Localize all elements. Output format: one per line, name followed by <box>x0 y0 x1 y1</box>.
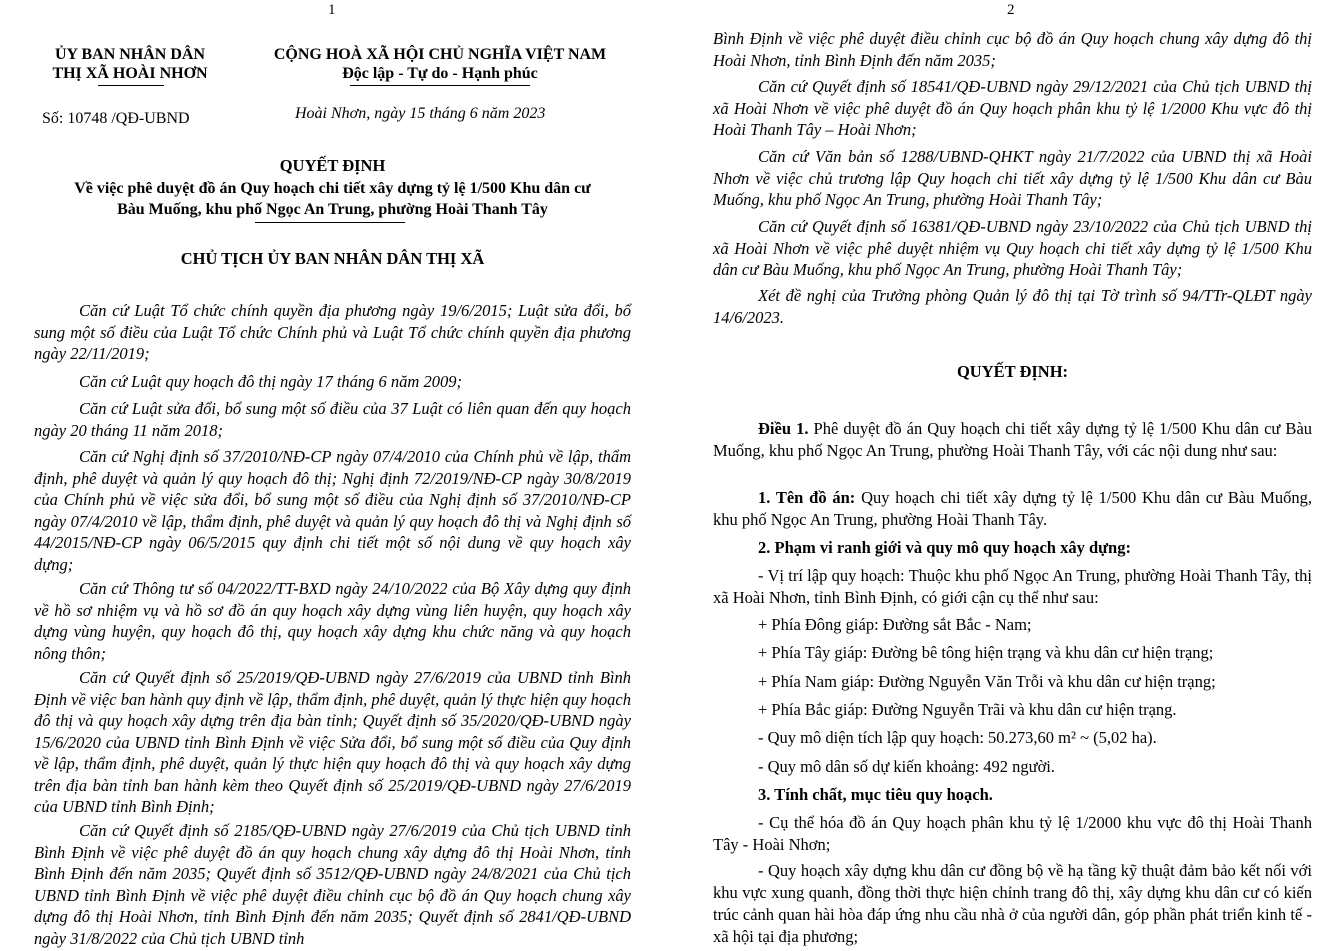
proposal-basis: Xét đề nghị của Trưởng phòng Quản lý đô thị tại Tờ trình số 94/TTr-QLĐT ngày 14/6/2023. <box>713 286 1312 327</box>
subject-underline <box>255 222 405 223</box>
boundary-north: + Phía Bắc giáp: Đường Nguyễn Trãi và khu dân cư hiện trạng. <box>758 700 1177 719</box>
place-date: Hoài Nhơn, ngày 15 tháng 6 năm 2023 <box>295 105 546 122</box>
item-3-heading: 3. Tính chất, mục tiêu quy hoạch. <box>758 785 993 804</box>
agency-line-2: THỊ XÃ HOÀI NHƠN <box>52 65 208 82</box>
document-subject <box>0 178 665 220</box>
item-2-heading: 2. Phạm vi ranh giới và quy mô quy hoạch xây dựng: <box>758 538 1131 557</box>
legal-basis-9: Căn cứ Văn bản số 1288/UBND-QHKT ngày 21/7/2022 của UBND thị xã Hoài Nhơn về việc chủ trương lập Quy hoạch chi tiết xây dựng tỷ lệ 1/500 Khu dân cư Bàu Muống, khu phố Ngọc An Trung, phường Hoài Thanh Tây; <box>713 147 1312 209</box>
document-page-2 <box>665 0 1329 951</box>
legal-basis-10: Căn cứ Quyết định số 16381/QĐ-UBND ngày 23/10/2022 của Chủ tịch UBND thị xã Hoài Nhơn về việc phê duyệt nhiệm vụ Quy hoạch chi tiết xây dựng tỷ lệ 1/500 Khu dân cư Bàu Muống, khu phố Ngọc An Trung, phường Hoài Thanh Tây; <box>713 217 1312 279</box>
legal-basis-5: Căn cứ Thông tư số 04/2022/TT-BXD ngày 24/10/2022 của Bộ Xây dựng quy định về hồ sơ nhiệm vụ và hồ sơ đồ án quy hoạch xây dựng vùng liên huyện, quy hoạch xây dựng vùng huyện, quy hoạch đô thị, quy hoạch xây dựng khu chức năng và quy hoạch nông thôn; <box>34 579 631 663</box>
issuing-agency <box>30 45 230 83</box>
subject-line-1: Về việc phê duyệt đồ án Quy hoạch chi tiết xây dựng tỷ lệ 1/500 Khu dân cư <box>74 180 591 197</box>
page-number: 1 <box>328 2 336 18</box>
decision-heading: QUYẾT ĐỊNH: <box>956 362 1069 381</box>
legal-basis-2: Căn cứ Luật quy hoạch đô thị ngày 17 tháng 6 năm 2009; <box>79 372 462 391</box>
article-1-label: Điều 1. <box>758 419 809 438</box>
article-1 <box>713 418 1312 462</box>
document-title: QUYẾT ĐỊNH <box>279 156 386 175</box>
legal-basis-4: Căn cứ Nghị định số 37/2010/NĐ-CP ngày 07/4/2010 của Chính phủ về lập, thẩm định, phê duyệt và quản lý quy hoạch đô thị; Nghị định 72/2019/NĐ-CP ngày 30/8/2019 của Chính phủ về việc sửa đổi, bổ sung một số điều của Nghị định số 37/2010/NĐ-CP ngày 07/4/2010 về lập, thẩm định, phê duyệt và quản lý quy hoạch đô thị và Nghị định số 44/2015/NĐ-CP ngày 06/5/2015 quy định chi tiết một số nội dung về quy hoạch xây dựng; <box>34 447 631 574</box>
document-number: Số: 10748 /QĐ-UBND <box>42 110 190 127</box>
legal-basis-3: Căn cứ Luật sửa đổi, bổ sung một số điều của 37 Luật có liên quan đến quy hoạch ngày 20 tháng 11 năm 2018; <box>34 399 631 440</box>
boundary-south: + Phía Nam giáp: Đường Nguyễn Văn Trỗi và khu dân cư hiện trạng; <box>758 672 1216 691</box>
legal-basis-1: Căn cứ Luật Tổ chức chính quyền địa phương ngày 19/6/2015; Luật sửa đổi, bổ sung một số điều của Luật Tổ chức Chính phủ và Luật Tổ chức chính quyền địa phương ngày 22/11/2019; <box>34 301 631 363</box>
issuing-authority: CHỦ TỊCH ỦY BAN NHÂN DÂN THỊ XÃ <box>180 249 485 268</box>
item-1-label: 1. Tên đồ án: <box>758 488 856 507</box>
item-1-text: Quy hoạch chi tiết xây dựng tỷ lệ 1/500 Khu dân cư Bàu Muống, khu phố Ngọc An Trung, phường Hoài Thanh Tây. <box>713 488 1312 529</box>
item-1 <box>713 487 1312 531</box>
national-header <box>255 45 625 83</box>
boundary-west: + Phía Tây giáp: Đường bê tông hiện trạng và khu dân cư hiện trạng; <box>758 643 1214 662</box>
goal-2: - Quy hoạch xây dựng khu dân cư đồng bộ về hạ tầng kỹ thuật đảm bảo kết nối với khu vực xung quanh, đồng thời thực hiện chỉnh trang đô thị, xây dựng khu dân cư có kiến trúc cảnh quan hài hòa đáp ứng nhu cầu nhà ở của người dân, góp phần phát triển kinh tế - xã hội tại địa phương; <box>713 861 1312 946</box>
population-estimate: - Quy mô dân số dự kiến khoảng: 492 người. <box>758 757 1055 776</box>
subject-line-2: Bàu Muống, khu phố Ngọc An Trung, phường Hoài Thanh Tây <box>117 201 548 218</box>
motto-underline <box>350 85 530 86</box>
page-number: 2 <box>1007 2 1015 18</box>
legal-basis-6: Căn cứ Quyết định số 25/2019/QĐ-UBND ngày 27/6/2019 của UBND tỉnh Bình Định về việc ban hành quy định về lập, thẩm định, phê duyệt, quản lý thực hiện quy hoạch đô thị và quy hoạch xây dựng trên địa bàn tỉnh; Quyết định số 35/2020/QĐ-UBND ngày 15/6/2020 của UBND tỉnh Bình Định về việc Sửa đổi, bổ sung một số điều của Quy định về lập, thẩm định, phê duyệt, quản lý thực hiện quy hoạch đô thị và quy hoạch xây dựng trên địa bàn tỉnh ban hành kèm theo Quyết định số 25/2019/QĐ-UBND ngày 27/6/2019 của UBND tỉnh Bình Định; <box>34 668 631 816</box>
legal-basis-8: Căn cứ Quyết định số 18541/QĐ-UBND ngày 29/12/2021 của Chủ tịch UBND thị xã Hoài Nhơn về việc phê duyệt đồ án Quy hoạch phân khu tỷ lệ 1/2000 Khu vực đô thị Hoài Thanh Tây – Hoài Nhơn; <box>713 77 1312 139</box>
boundary-east: + Phía Đông giáp: Đường sắt Bắc - Nam; <box>758 615 1032 634</box>
article-1-text: Phê duyệt đồ án Quy hoạch chi tiết xây dựng tỷ lệ 1/500 Khu dân cư Bàu Muống, khu phố Ngọc An Trung, phường Hoài Thanh Tây, với các nội dung như sau: <box>713 419 1313 460</box>
legal-basis-continued: Bình Định về việc phê duyệt điều chỉnh cục bộ đồ án Quy hoạch chung xây dựng đô thị Hoài Nhơn, tỉnh Bình Định đến năm 2035; <box>713 29 1312 70</box>
location-text: - Vị trí lập quy hoạch: Thuộc khu phố Ngọc An Trung, phường Hoài Thanh Tây, thị xã Hoài Nhơn, tỉnh Bình Định, có giới cận cụ thể như sau: <box>713 566 1312 607</box>
legal-basis-7: Căn cứ Quyết định số 2185/QĐ-UBND ngày 27/6/2019 của Chủ tịch UBND tỉnh Bình Định về việc phê duyệt đồ án quy hoạch chung xây dựng đô thị Hoài Nhơn, tỉnh Bình Định đến năm 2035; Quyết định số 3512/QĐ-UBND ngày 24/8/2021 của Chủ tịch UBND tỉnh Bình Định về việc phê duyệt điều chỉnh cục bộ đồ án Quy hoạch chung xây dựng đô thị Hoài Nhơn, tỉnh Bình Định đến năm 2035; Quyết định số 2841/QĐ-UBND ngày 31/8/2022 của Chủ tịch UBND tỉnh <box>34 821 631 948</box>
agency-underline <box>98 85 164 86</box>
agency-line-1: ỦY BAN NHÂN DÂN <box>54 46 206 63</box>
country-name: CỘNG HOÀ XÃ HỘI CHỦ NGHĨA VIỆT NAM <box>273 46 607 63</box>
motto: Độc lập - Tự do - Hạnh phúc <box>342 65 538 82</box>
goal-1: - Cụ thể hóa đồ án Quy hoạch phân khu tỷ lệ 1/2000 khu vực đô thị Hoài Thanh Tây - Hoài Nhơn; <box>713 813 1312 854</box>
planning-area: - Quy mô diện tích lập quy hoạch: 50.273,60 m² ~ (5,02 ha). <box>758 728 1157 747</box>
